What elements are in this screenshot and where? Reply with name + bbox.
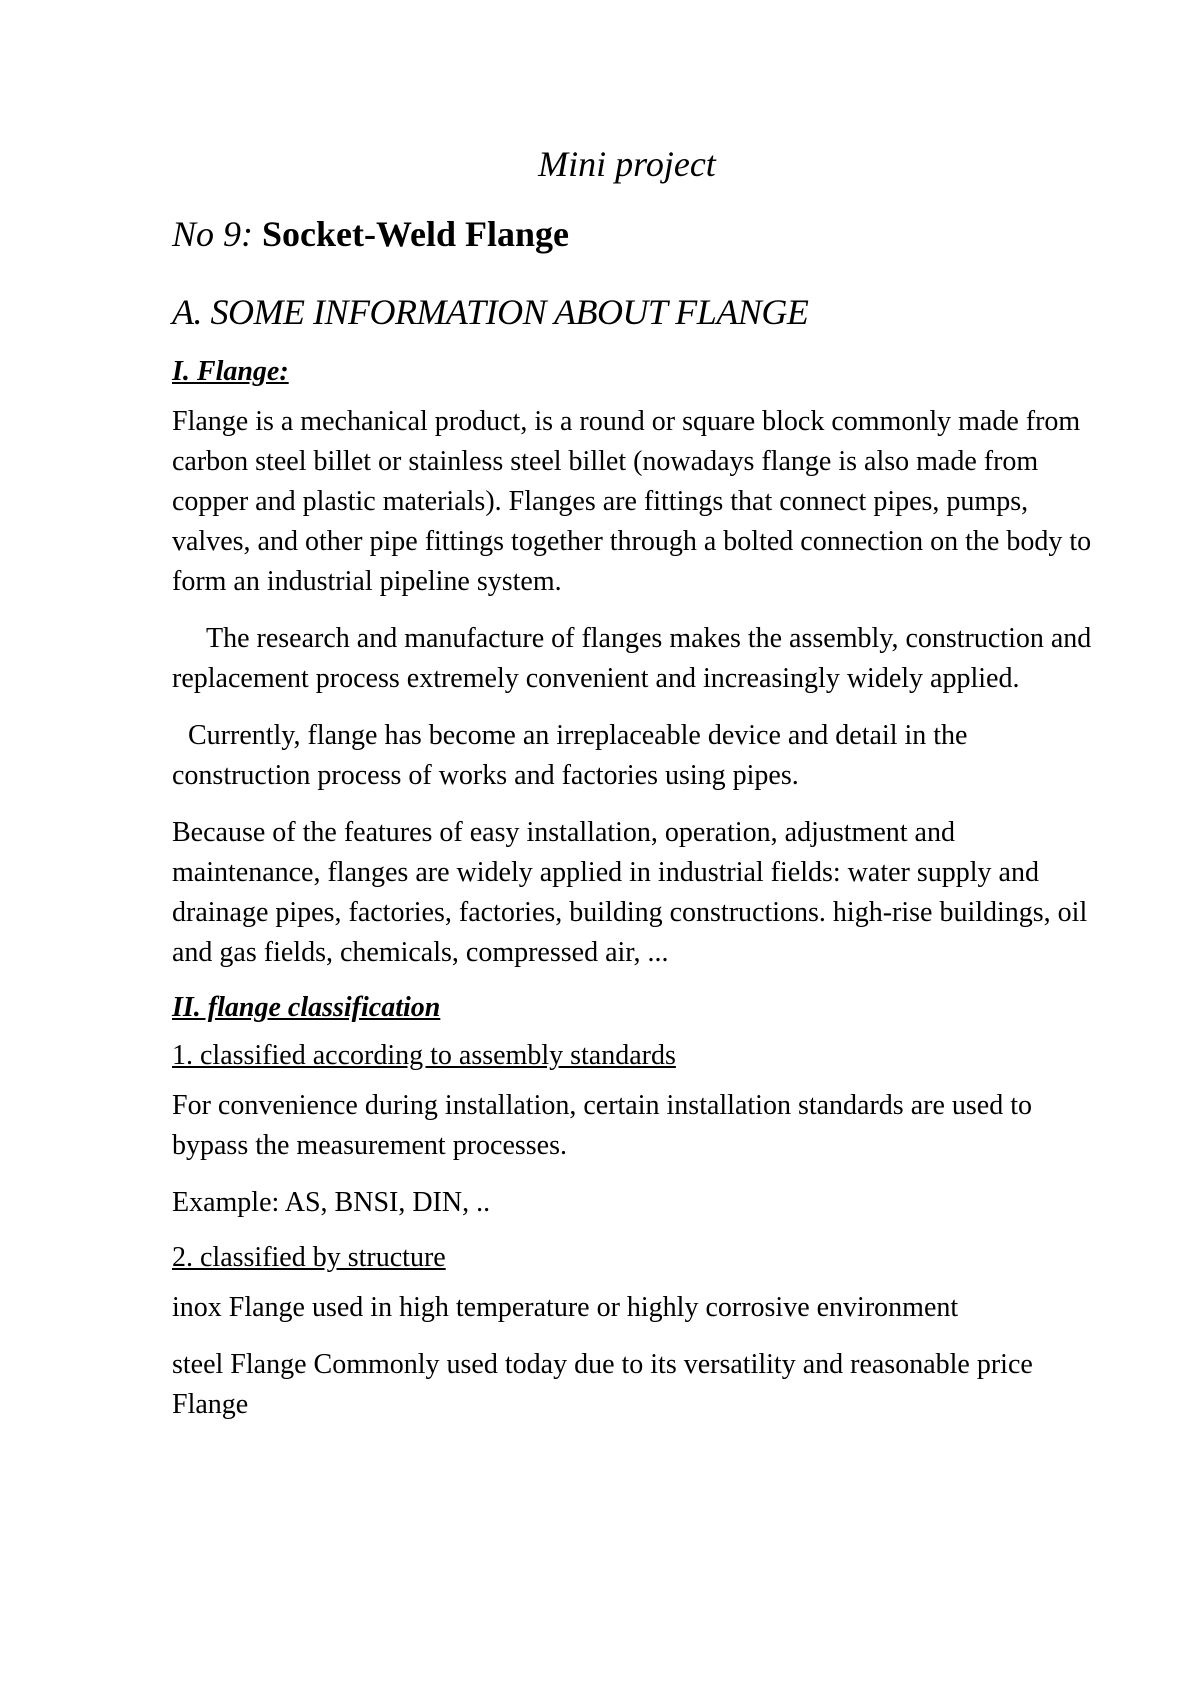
paragraph-flange-definition: Flange is a mechanical product, is a round or square block commonly made from carbon steel billet or stainless steel billet (nowadays flange is also made from copper and plastic materials). Flanges are fittings that connect pipes, pumps, valves, and other pipe fittings together through a bolted connection on the body to form an industrial pipeline system. (172, 406, 1092, 597)
document-subtitle (172, 210, 1102, 258)
section-1-heading: I. Flange: (172, 356, 289, 387)
paragraph-features: Because of the features of easy installation, operation, adjustment and maintenance, flanges are widely applied in industrial fields: water supply and drainage pipes, factories, factories, building constructions. high-rise buildings, oil and gas fields, chemicals, compressed air, ... (172, 817, 1088, 968)
document-page (172, 140, 1102, 1442)
document-title: Mini project (538, 144, 716, 184)
paragraph-currently: Currently, flange has become an irreplaceable device and detail in the construction process of works and factories using pipes. (172, 720, 968, 791)
paragraph-example: Example: AS, BNSI, DIN, .. (172, 1187, 491, 1218)
subsection-1-heading: 1. classified according to assembly standards (172, 1040, 676, 1071)
section-2-heading: II. flange classification (172, 992, 441, 1023)
paragraph-steel: steel Flange Commonly used today due to its versatility and reasonable price Flange (172, 1349, 1033, 1420)
subtitle-number: No 9: (172, 214, 253, 254)
section-a-heading: A. SOME INFORMATION ABOUT FLANGE (172, 292, 809, 332)
subtitle-text: Socket-Weld Flange (253, 214, 569, 254)
paragraph-convenience: For convenience during installation, certain installation standards are used to bypass the measurement processes. (172, 1090, 1032, 1161)
subsection-2-heading: 2. classified by structure (172, 1242, 446, 1273)
paragraph-inox: inox Flange used in high temperature or highly corrosive environment (172, 1292, 959, 1323)
paragraph-research: The research and manufacture of flanges makes the assembly, construction and replacement process extremely convenient and increasingly widely applied. (172, 623, 1092, 694)
